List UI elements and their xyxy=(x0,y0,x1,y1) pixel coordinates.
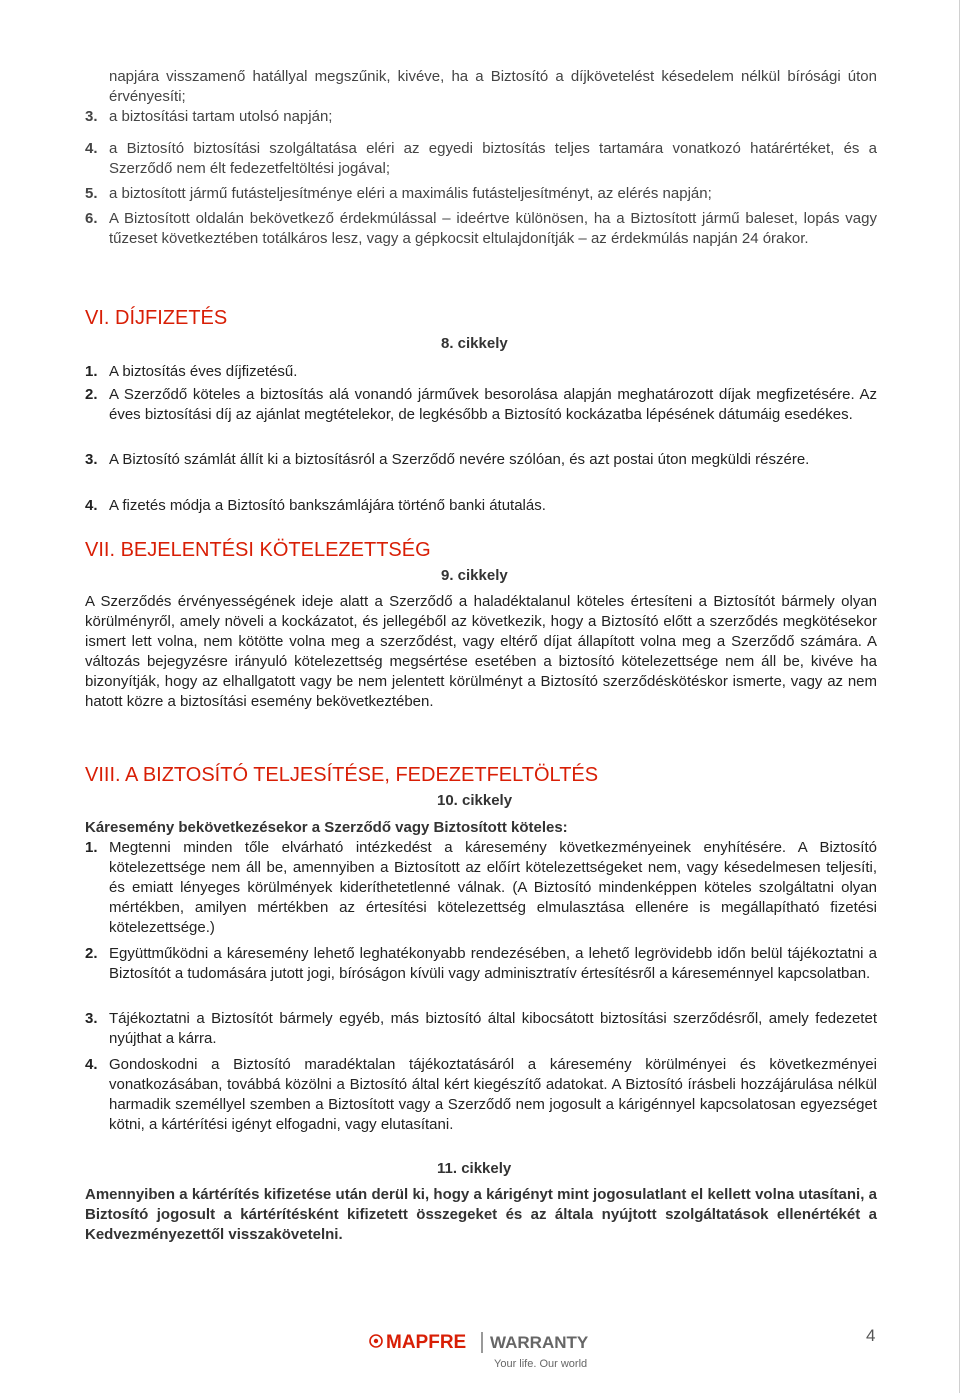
item-text: a biztosítási tartam utolsó napján; xyxy=(109,108,333,125)
list-item xyxy=(85,1009,877,1049)
article-number: 8. cikkely xyxy=(441,335,508,352)
list-item xyxy=(85,385,877,445)
brand-text: MAPFRE xyxy=(386,1332,467,1353)
item-number: 4. xyxy=(85,497,98,514)
intro-text: Káresemény bekövetkezésekor a Szerződő vagy Biztosított köteles: xyxy=(85,819,568,836)
item-text: a Biztosító biztosítási szolgáltatása eléri az egyedi biztosítás teljes tartamára vonatkozó határértéket, és a Szerződő nem élt fedezetfeltöltési jogával; xyxy=(109,140,877,177)
continuation-paragraph: napjára visszamenő hatállyal megszűnik, kivéve, ha a Biztosító a díjkövetelést késedelem nélkül bírósági úton érvényesíti; xyxy=(109,68,877,105)
list-item xyxy=(85,107,877,127)
item-number: 3. xyxy=(85,1010,98,1027)
list-item xyxy=(85,450,877,490)
item-number: 5. xyxy=(85,185,98,202)
item-text: a biztosított jármű futásteljesítménye eléri a maximális futásteljesítményt, az elérés napján; xyxy=(109,185,712,202)
list-item xyxy=(85,1055,877,1155)
list-item xyxy=(85,184,877,204)
section-heading: VII. BEJELENTÉSI KÖTELEZETTSÉG xyxy=(85,539,431,561)
item-number: 4. xyxy=(85,1056,98,1073)
item-text: Együttműködni a káresemény lehető leghatékonyabb rendezésében, a lehető legrövidebb időn belül tájékoztatni a Biztosítót a tudomására jutott jogi, bíróságon kívüli vagy adminisztratív értesítésről a káreseménnyel kapcsolatban. xyxy=(109,945,877,982)
item-text: Megtenni minden tőle elvárható intézkedést a káresemény következményeinek enyhítésére. A Biztosító kötelezettsége nem áll be, amennyiben a Biztosított az előírt kötelezettségeket nem, vagy késedelmesen teljesíti, és emiatt lényeges körülmények kideríthetetlenné válnak. (A Biztosító mindenképpen köteles szolgáltatni olyan mértékben, amilyen mértékben az értesítési kötelezettség elmulasztása ellenére is megállapítható fizetési kötelezettsége.) xyxy=(109,839,877,936)
item-text: Gondoskodni a Biztosító maradéktalan tájékoztatásáról a káresemény körülményei és következményei vonatkozásában, továbbá közölni a Biztosító által kért kiegészítő adatokat. A Biztosító írásbeli hozzájárulása nélkül harmadik személlyel szemben a Biztosított vagy a Szerződő nem jogosult a kárigénnyel kapcsolatosan egyezséget kötni, a kártérítési igényt elfogadni, vagy elutasítani. xyxy=(109,1056,877,1133)
item-number: 3. xyxy=(85,451,98,468)
mapfre-logo-graphic xyxy=(368,1331,598,1371)
item-text: A fizetés módja a Biztosító bankszámlájára történő banki átutalás. xyxy=(109,497,546,514)
list-item xyxy=(85,139,877,179)
article-number: 10. cikkely xyxy=(437,792,513,809)
article-number: 11. cikkely xyxy=(437,1160,512,1177)
list-item xyxy=(85,838,877,938)
mapfre-warranty-logo xyxy=(368,1331,598,1371)
section-heading: VIII. A BIZTOSÍTÓ TELJESÍTÉSE, FEDEZETFELTÖLTÉS xyxy=(85,764,599,786)
item-number: 3. xyxy=(85,108,98,125)
list-item xyxy=(85,362,877,382)
section-heading: VI. DÍJFIZETÉS xyxy=(85,307,228,329)
page-number: 4 xyxy=(866,1326,876,1345)
product-text: WARRANTY xyxy=(490,1333,589,1352)
tagline-text: Your life. Our world xyxy=(494,1358,588,1370)
item-text: A Biztosító számlát állít ki a biztosításról a Szerződő nevére szólóan, és azt postai úton megküldi részére. xyxy=(109,451,810,468)
list-item xyxy=(85,944,877,1004)
list-item xyxy=(85,496,877,516)
final-paragraph: Amennyiben a kártérítés kifizetése után derül ki, hogy a kárigényt mint jogosulatlant el kellett volna utasítani, a Biztosító jogosult a kártérítésként kifizetett összegeket és az általa nyújtott szolgáltatások ellenértékét a Kedvezményezettől visszakövetelni. xyxy=(85,1186,877,1243)
item-number: 2. xyxy=(85,945,98,962)
article-number: 9. cikkely xyxy=(441,567,508,584)
item-number: 1. xyxy=(85,839,98,856)
item-number: 1. xyxy=(85,363,98,380)
body-paragraph: A Szerződés érvényességének ideje alatt a Szerződő a haladéktalanul köteles értesíteni a Biztosítót bármely olyan körülményről, amely növeli a kockázatot, és jellegéből az következik, hogy a Biztosító előtt a szerződés megkötésekor ismert lett volna, nem kötötte volna meg a szerződést, vagy eltérő díjat állapított volna meg a Szerződő számára. A változás bejegyzésre irányuló kötelezettség megsértése esetében a biztosító kötelezettsége nem áll be, kivéve ha bizonyítják, hogy az elhallgatott vagy be nem jelentett körülményt a Biztosító szerződéskötéskor ismerte, vagy az nem hatott közre a biztosítási esemény bekövetkeztében. xyxy=(85,593,877,710)
item-text: Tájékoztatni a Biztosítót bármely egyéb, más biztosító által kibocsátott biztosítási szerződésről, amely fedezetet nyújthat a kárra. xyxy=(109,1010,877,1047)
item-number: 6. xyxy=(85,210,98,227)
list-item xyxy=(85,209,877,269)
item-text: A biztosítás éves díjfizetésű. xyxy=(109,363,298,380)
item-number: 4. xyxy=(85,140,98,157)
item-number: 2. xyxy=(85,386,98,403)
item-text: A Biztosított oldalán bekövetkező érdekmúlással – ideértve különösen, ha a Biztosított jármű baleset, lopás vagy tűzeset következtében totálkáros lesz, vagy a gépkocsit eltulajdonítják – az érdekmúlás napján 24 órakor. xyxy=(109,210,877,247)
item-text: A Szerződő köteles a biztosítás alá vonandó járművek besorolása alapján meghatározott díjak megfizetésére. Az éves biztosítási díj az ajánlat megtételekor, de legkésőbb a Biztosító kockázatba lépésének dátumáig esedékes. xyxy=(109,386,877,423)
